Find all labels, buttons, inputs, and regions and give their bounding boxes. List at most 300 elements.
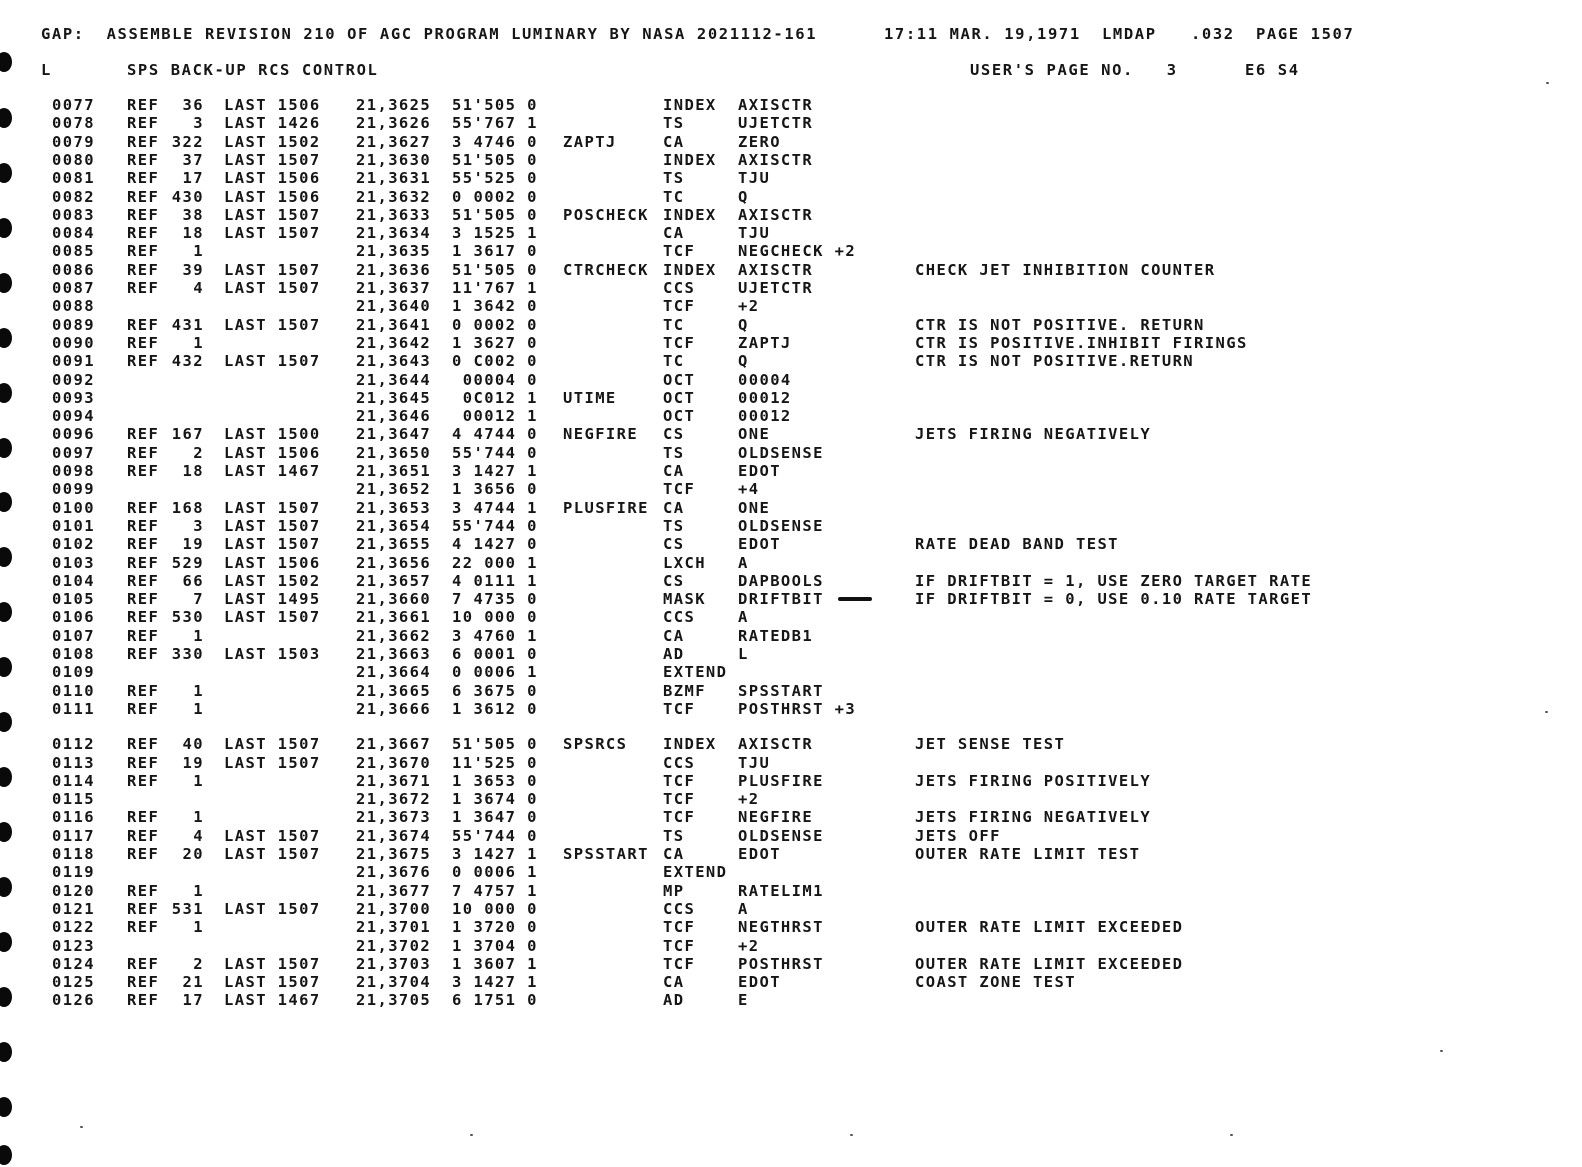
memory-address: 21,3656 (356, 553, 432, 572)
line-number: 0109 (52, 663, 95, 682)
operand: RATELIM1 (738, 881, 824, 900)
ref-count: 40 (182, 735, 204, 754)
memory-address: 21,3705 (356, 991, 432, 1010)
opcode: CCS (663, 753, 696, 772)
last-page-ref: LAST 1503 (224, 645, 321, 663)
line-number: 0122 (52, 918, 95, 937)
octal-word: 4 1427 0 (452, 535, 538, 554)
opcode: CA (663, 132, 685, 151)
ref-keyword: REF (127, 699, 160, 718)
ref-keyword: REF (127, 771, 160, 790)
opcode: INDEX (663, 205, 717, 224)
operand: DRIFTBIT (738, 590, 824, 609)
opcode: TCF (663, 790, 696, 809)
listing-row (0, 517, 1582, 535)
last-page-ref: LAST 1507 (224, 735, 321, 754)
listing-row (0, 682, 1582, 700)
octal-word: 6 3675 0 (452, 681, 538, 700)
memory-address: 21,3645 (356, 388, 432, 407)
memory-address: 21,3627 (356, 132, 432, 151)
opcode: TCF (663, 699, 696, 718)
line-number: 0104 (52, 571, 95, 590)
opcode: TCF (663, 242, 696, 261)
octal-word: 4 0111 1 (452, 571, 538, 590)
memory-address: 21,3647 (356, 425, 432, 444)
ref-count: 18 (182, 224, 204, 243)
operand: EDOT (738, 845, 781, 863)
memory-address: 21,3670 (356, 753, 432, 772)
octal-word: 0 0006 1 (452, 663, 538, 682)
memory-address: 21,3643 (356, 352, 432, 371)
opcode: AD (663, 991, 685, 1010)
opcode: AD (663, 645, 685, 663)
listing-row (0, 754, 1582, 772)
ref-count: 430 (171, 187, 204, 206)
operand: ZAPTJ (738, 333, 792, 352)
operand: POSTHRST (738, 954, 824, 973)
line-number: 0081 (52, 169, 95, 188)
listing-row (0, 297, 1582, 315)
memory-address: 21,3664 (356, 663, 432, 682)
scan-speck (850, 1134, 853, 1136)
line-number: 0126 (52, 991, 95, 1010)
operand: 00004 (738, 370, 792, 389)
listing-row (0, 133, 1582, 151)
opcode: TCF (663, 954, 696, 973)
ref-keyword: REF (127, 954, 160, 973)
ref-count: 1 (193, 881, 204, 900)
last-page-ref: LAST 1506 (224, 187, 321, 206)
ref-count: 3 (193, 114, 204, 133)
opcode: CS (663, 571, 685, 590)
opcode: TCF (663, 808, 696, 827)
listing-row (0, 700, 1582, 718)
operand: Q (738, 187, 749, 206)
line-number: 0099 (52, 480, 95, 499)
operand: TJU (738, 753, 771, 772)
line-number: 0101 (52, 516, 95, 535)
last-page-ref: LAST 1507 (224, 954, 321, 973)
last-page-ref: LAST 1506 (224, 96, 321, 114)
opcode: TCF (663, 936, 696, 955)
opcode: CCS (663, 608, 696, 627)
listing-row (0, 973, 1582, 991)
ref-keyword: REF (127, 826, 160, 845)
ref-keyword: REF (127, 808, 160, 827)
ref-keyword: REF (127, 881, 160, 900)
operand: A (738, 899, 749, 918)
listing-row (0, 772, 1582, 790)
memory-address: 21,3677 (356, 881, 432, 900)
octal-word: 0 0002 0 (452, 187, 538, 206)
ref-count: 1 (193, 626, 204, 645)
operand: AXISCTR (738, 260, 814, 279)
octal-word: 6 1751 0 (452, 991, 538, 1010)
opcode: CCS (663, 899, 696, 918)
octal-word: 11'525 0 (452, 753, 538, 772)
opcode: CS (663, 425, 685, 444)
ref-count: 17 (182, 991, 204, 1010)
opcode: INDEX (663, 150, 717, 169)
octal-word: 0 0006 1 (452, 863, 538, 882)
symbol-label: ZAPTJ (563, 132, 617, 151)
section-marker: L (41, 61, 52, 79)
memory-address: 21,3633 (356, 205, 432, 224)
memory-address: 21,3704 (356, 973, 432, 992)
comment: JETS FIRING NEGATIVELY (915, 425, 1152, 444)
ref-keyword: REF (127, 753, 160, 772)
memory-address: 21,3655 (356, 535, 432, 554)
memory-address: 21,3672 (356, 790, 432, 809)
symbol-label: SPSSTART (563, 845, 649, 863)
line-number: 0100 (52, 498, 95, 517)
line-number: 0120 (52, 881, 95, 900)
line-number: 0115 (52, 790, 95, 809)
line-number: 0093 (52, 388, 95, 407)
memory-address: 21,3676 (356, 863, 432, 882)
opcode: TCF (663, 297, 696, 316)
memory-address: 21,3634 (356, 224, 432, 243)
comment: OUTER RATE LIMIT TEST (915, 845, 1141, 863)
scan-speck (1545, 711, 1548, 713)
ref-count: 1 (193, 808, 204, 827)
memory-address: 21,3653 (356, 498, 432, 517)
ref-keyword: REF (127, 899, 160, 918)
punch-hole (0, 1145, 12, 1165)
last-page-ref: LAST 1507 (224, 608, 321, 627)
ref-count: 19 (182, 753, 204, 772)
octal-word: 1 3647 0 (452, 808, 538, 827)
line-number: 0119 (52, 863, 95, 882)
operand: AXISCTR (738, 150, 814, 169)
page-number: PAGE 1507 (1256, 25, 1355, 43)
line-number: 0117 (52, 826, 95, 845)
operand: UJETCTR (738, 279, 814, 297)
ref-count: 2 (193, 954, 204, 973)
listing-row (0, 206, 1582, 224)
comment: RATE DEAD BAND TEST (915, 535, 1119, 554)
memory-address: 21,3701 (356, 918, 432, 937)
ref-keyword: REF (127, 279, 160, 297)
memory-address: 21,3641 (356, 315, 432, 334)
line-number: 0106 (52, 608, 95, 627)
line-number: 0085 (52, 242, 95, 261)
octal-word: 55'767 1 (452, 114, 538, 133)
operand: AXISCTR (738, 205, 814, 224)
line-number: 0082 (52, 187, 95, 206)
line-number: 0112 (52, 735, 95, 754)
ref-count: 4 (193, 826, 204, 845)
operand: AXISCTR (738, 96, 814, 114)
memory-address: 21,3640 (356, 297, 432, 316)
comment: IF DRIFTBIT = 0, USE 0.10 RATE TARGET (915, 590, 1313, 609)
line-number: 0087 (52, 279, 95, 297)
opcode: TC (663, 315, 685, 334)
opcode: CA (663, 498, 685, 517)
opcode: INDEX (663, 96, 717, 114)
listing-row (0, 572, 1582, 590)
operand: TJU (738, 224, 771, 243)
opcode: TCF (663, 480, 696, 499)
operand: RATEDB1 (738, 626, 814, 645)
line-number: 0089 (52, 315, 95, 334)
memory-address: 21,3674 (356, 826, 432, 845)
octal-word: 0 C002 0 (452, 352, 538, 371)
ref-keyword: REF (127, 645, 160, 663)
line-number: 0090 (52, 333, 95, 352)
operand: Q (738, 315, 749, 334)
listing-row (0, 316, 1582, 334)
memory-address: 21,3635 (356, 242, 432, 261)
octal-word: 1 3642 0 (452, 297, 538, 316)
octal-word: 1 3653 0 (452, 771, 538, 790)
line-number: 0092 (52, 370, 95, 389)
line-number: 0079 (52, 132, 95, 151)
operand: NEGTHRST (738, 918, 824, 937)
memory-address: 21,3631 (356, 169, 432, 188)
listing-title: GAP: ASSEMBLE REVISION 210 OF AGC PROGRAM LUMINARY BY NASA 2021112-161 (41, 25, 818, 43)
opcode: TC (663, 187, 685, 206)
line-number: 0125 (52, 973, 95, 992)
octal-word: 11'767 1 (452, 279, 538, 297)
line-number: 0078 (52, 114, 95, 133)
punch-hole (0, 712, 12, 732)
ref-count: 1 (193, 681, 204, 700)
memory-address: 21,3667 (356, 735, 432, 754)
operand: DAPBOOLS (738, 571, 824, 590)
memory-address: 21,3651 (356, 462, 432, 480)
octal-word: 7 4757 1 (452, 881, 538, 900)
comment: COAST ZONE TEST (915, 973, 1076, 992)
listing-row (0, 224, 1582, 242)
last-page-ref: LAST 1507 (224, 516, 321, 535)
memory-address: 21,3673 (356, 808, 432, 827)
listing-row (0, 827, 1582, 845)
listing-version: .032 (1191, 25, 1235, 43)
ref-count: 37 (182, 150, 204, 169)
operand: +2 (738, 790, 760, 809)
comment: OUTER RATE LIMIT EXCEEDED (915, 954, 1184, 973)
operand: EDOT (738, 973, 781, 992)
ref-keyword: REF (127, 991, 160, 1010)
memory-address: 21,3625 (356, 96, 432, 114)
line-number: 0111 (52, 699, 95, 718)
memory-address: 21,3700 (356, 899, 432, 918)
memory-address: 21,3636 (356, 260, 432, 279)
octal-word: 00012 1 (452, 407, 538, 426)
punch-hole (0, 52, 12, 72)
operand: +4 (738, 480, 760, 499)
listing-row (0, 535, 1582, 553)
memory-address: 21,3703 (356, 954, 432, 973)
operand: PLUSFIRE (738, 771, 824, 790)
opcode: LXCH (663, 553, 706, 572)
opcode: MP (663, 881, 685, 900)
line-number: 0105 (52, 590, 95, 609)
octal-word: 55'744 0 (452, 826, 538, 845)
memory-address: 21,3646 (356, 407, 432, 426)
listing-row (0, 407, 1582, 425)
operand: A (738, 608, 749, 627)
listing-row (0, 96, 1582, 114)
operand: NEGFIRE (738, 808, 814, 827)
octal-word: 3 1427 1 (452, 973, 538, 992)
opcode: CCS (663, 279, 696, 297)
line-number: 0108 (52, 645, 95, 663)
ref-count: 431 (171, 315, 204, 334)
ref-keyword: REF (127, 553, 160, 572)
listing-row (0, 480, 1582, 498)
octal-word: 55'525 0 (452, 169, 538, 188)
ref-keyword: REF (127, 443, 160, 462)
ref-keyword: REF (127, 114, 160, 133)
ref-count: 7 (193, 590, 204, 609)
ref-keyword: REF (127, 242, 160, 261)
opcode: TS (663, 516, 685, 535)
last-page-ref: LAST 1500 (224, 425, 321, 444)
listing-row (0, 188, 1582, 206)
last-page-ref: LAST 1507 (224, 150, 321, 169)
ref-count: 17 (182, 169, 204, 188)
ref-count: 20 (182, 845, 204, 863)
memory-address: 21,3702 (356, 936, 432, 955)
line-number: 0086 (52, 260, 95, 279)
ref-count: 2 (193, 443, 204, 462)
opcode: OCT (663, 388, 696, 407)
opcode: TS (663, 114, 685, 133)
ref-keyword: REF (127, 187, 160, 206)
last-page-ref: LAST 1507 (224, 260, 321, 279)
opcode: TCF (663, 771, 696, 790)
operand: A (738, 553, 749, 572)
line-number: 0123 (52, 936, 95, 955)
octal-word: 0 0002 0 (452, 315, 538, 334)
ref-keyword: REF (127, 462, 160, 480)
punch-hole (0, 1097, 12, 1117)
symbol-label: UTIME (563, 388, 617, 407)
octal-word: 1 3720 0 (452, 918, 538, 937)
operand: 00012 (738, 407, 792, 426)
operand: EDOT (738, 535, 781, 554)
ref-count: 1 (193, 771, 204, 790)
octal-word: 3 4746 0 (452, 132, 538, 151)
memory-address: 21,3637 (356, 279, 432, 297)
ref-count: 3 (193, 516, 204, 535)
opcode: CA (663, 462, 685, 480)
memory-address: 21,3632 (356, 187, 432, 206)
last-page-ref: LAST 1507 (224, 498, 321, 517)
opcode: MASK (663, 590, 706, 609)
line-number: 0102 (52, 535, 95, 554)
line-number: 0107 (52, 626, 95, 645)
ref-keyword: REF (127, 608, 160, 627)
last-page-ref: LAST 1495 (224, 590, 321, 609)
ref-keyword: REF (127, 150, 160, 169)
opcode: OCT (663, 370, 696, 389)
ref-keyword: REF (127, 735, 160, 754)
opcode: TS (663, 443, 685, 462)
last-page-ref: LAST 1506 (224, 553, 321, 572)
operand: L (738, 645, 749, 663)
ref-count: 1 (193, 918, 204, 937)
opcode: OCT (663, 407, 696, 426)
listing-row (0, 279, 1582, 297)
listing-row (0, 627, 1582, 645)
comment: CTR IS POSITIVE.INHIBIT FIRINGS (915, 333, 1248, 352)
comment: JETS OFF (915, 826, 1001, 845)
listing-row (0, 114, 1582, 132)
opcode: INDEX (663, 260, 717, 279)
ref-keyword: REF (127, 498, 160, 517)
octal-word: 51'505 0 (452, 735, 538, 754)
last-page-ref: LAST 1507 (224, 826, 321, 845)
line-number: 0080 (52, 150, 95, 169)
line-number: 0124 (52, 954, 95, 973)
listing-row (0, 955, 1582, 973)
octal-word: 1 3617 0 (452, 242, 538, 261)
operand: E (738, 991, 749, 1010)
operand: ONE (738, 425, 771, 444)
listing-row (0, 151, 1582, 169)
punch-hole (0, 1042, 12, 1062)
ref-count: 21 (182, 973, 204, 992)
octal-word: 3 1427 1 (452, 845, 538, 863)
listing-row (0, 242, 1582, 260)
octal-word: 55'744 0 (452, 516, 538, 535)
last-page-ref: LAST 1502 (224, 571, 321, 590)
ref-count: 322 (171, 132, 204, 151)
listing-row (0, 389, 1582, 407)
octal-word: 1 3612 0 (452, 699, 538, 718)
line-number: 0097 (52, 443, 95, 462)
memory-address: 21,3644 (356, 370, 432, 389)
operand: TJU (738, 169, 771, 188)
ref-count: 66 (182, 571, 204, 590)
ref-count: 4 (193, 279, 204, 297)
comment: JETS FIRING POSITIVELY (915, 771, 1152, 790)
ref-keyword: REF (127, 224, 160, 243)
ref-count: 18 (182, 462, 204, 480)
opcode: CS (663, 535, 685, 554)
listing-row (0, 918, 1582, 936)
listing-row (0, 444, 1582, 462)
last-page-ref: LAST 1507 (224, 845, 321, 863)
listing-row (0, 900, 1582, 918)
ref-keyword: REF (127, 681, 160, 700)
last-page-ref: LAST 1506 (224, 169, 321, 188)
memory-address: 21,3626 (356, 114, 432, 133)
ref-count: 531 (171, 899, 204, 918)
comment: IF DRIFTBIT = 1, USE ZERO TARGET RATE (915, 571, 1313, 590)
operand: AXISCTR (738, 735, 814, 754)
listing-row (0, 882, 1582, 900)
opcode: TS (663, 169, 685, 188)
octal-word: 51'505 0 (452, 205, 538, 224)
line-number: 0121 (52, 899, 95, 918)
comment: CHECK JET INHIBITION COUNTER (915, 260, 1216, 279)
listing-row (0, 261, 1582, 279)
line-number: 0098 (52, 462, 95, 480)
symbol-label: NEGFIRE (563, 425, 639, 444)
octal-word: 4 4744 0 (452, 425, 538, 444)
octal-word: 3 1525 1 (452, 224, 538, 243)
line-number: 0103 (52, 553, 95, 572)
scan-speck (1546, 82, 1549, 84)
operand: SPSSTART (738, 681, 824, 700)
line-number: 0118 (52, 845, 95, 863)
octal-word: 6 0001 0 (452, 645, 538, 663)
last-page-ref: LAST 1507 (224, 535, 321, 554)
